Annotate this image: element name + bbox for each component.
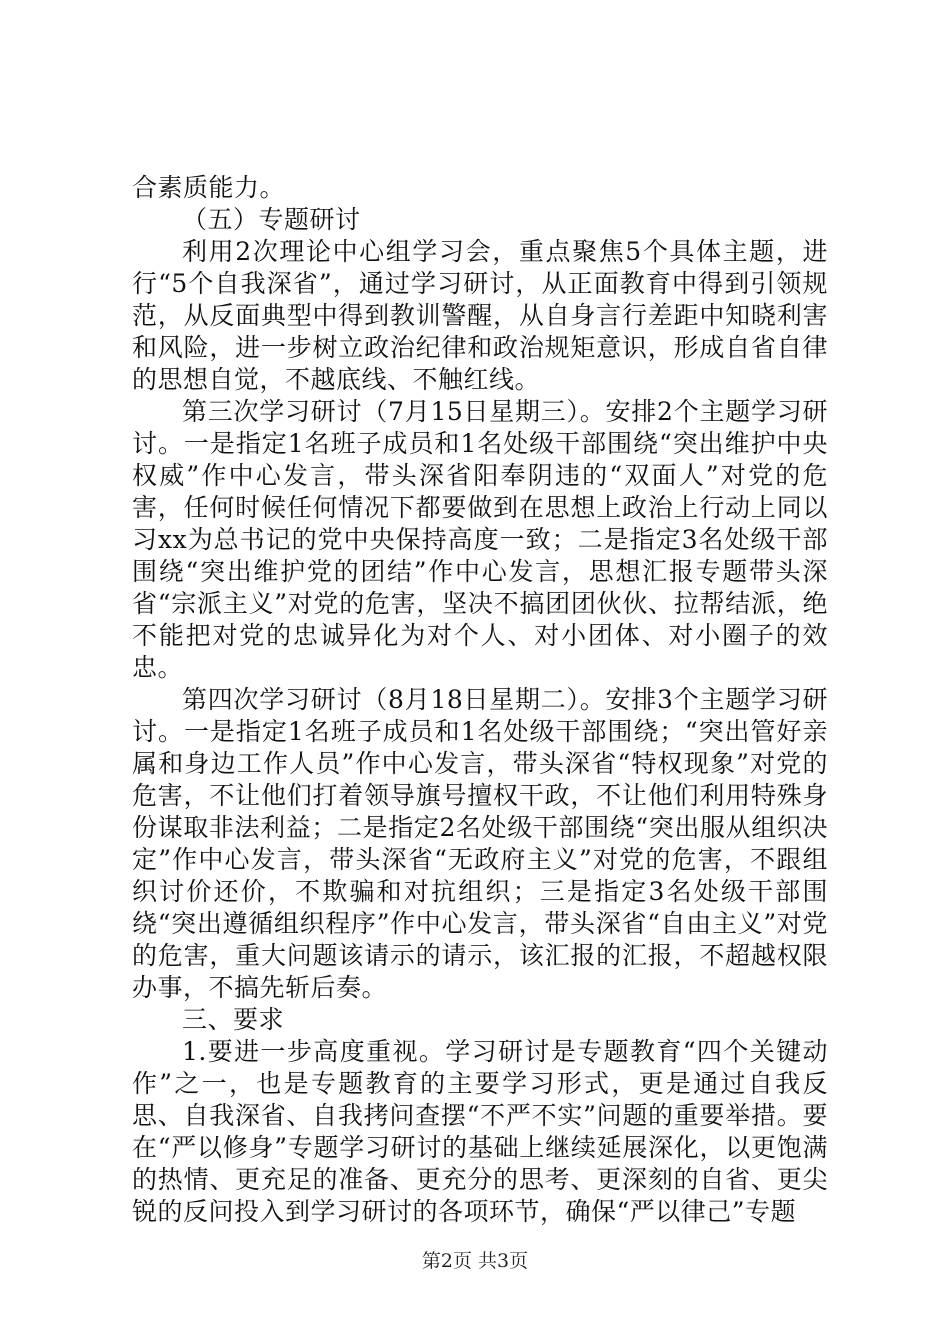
page-footer: 第2页 共3页 [421,1250,529,1272]
paragraph-5: 第四次学习研讨（8月18日星期二）。安排3个主题学习研讨。一是指定1名班子成员和1名处级干部围绕；“突出管好亲属和身边工作人员”作中心发言，带头深省“特权现象”对党的危害，不让他们打着领导旗号擅权干政，不让他们利用特殊身份谋取非法利益；二是指定2名处级干部围绕“突出服从组织决定”作中心发言，带头深省“无政府主义”对党的危害，不跟组织讨价还价，不欺骗和对抗组织；三是指定3名处级干部围绕“突出遵循组织程序”作中心发言，带头深省“自由主义”对党的危害，重大问题该请示的请示，该汇报的汇报，不超越权限办事，不搞先斩后奏。 [132,685,828,1002]
paragraph-3: 利用2次理论中心组学习会，重点聚焦5个具体主题，进行“5个自我深省”，通过学习研讨，从正面教育中得到引领规范，从反面典型中得到教训警醒，从自身言行差距中知晓利害和风险，进一步树立政治纪律和政治规矩意识，形成自省自律的思想自觉，不越底线、不触红线。 [132,237,828,394]
paragraph-7: 1.要进一步高度重视。学习研讨是专题教育“四个关键动作”之一，也是专题教育的主要学习形式，更是通过自我反思、自我深省、自我拷问查摆“不严不实”问题的重要举措。要在“严以修身”专题学习研讨的基础上继续延展深化，以更饱满的热情、更充足的准备、更充分的思考、更深刻的自省、更尖锐的反问投入到学习研讨的各项环节，确保“严以律己”专题 [132,1037,828,1226]
document-body [132,172,828,1228]
paragraph-1: 合素质能力。 [132,173,286,202]
paragraph-4: 第三次学习研讨（7月15日星期三）。安排2个主题学习研讨。一是指定1名班子成员和1名处级干部围绕“突出维护中央权威”作中心发言，带头深省阳奉阴违的“双面人”对党的危害，任何时候任何情况下都要做到在思想上政治上行动上同以习xx为总书记的党中央保持高度一致；二是指定3名处级干部围绕“突出维护党的团结”作中心发言，思想汇报专题带头深省“宗派主义”对党的危害，坚决不搞团团伙伙、拉帮结派，绝不能把对党的忠诚异化为对个人、对小团体、对小圈子的效忠。 [132,397,828,682]
section-heading-5: （五）专题研讨 [182,205,361,234]
section-heading-requirements: 三、要求 [182,1005,285,1034]
